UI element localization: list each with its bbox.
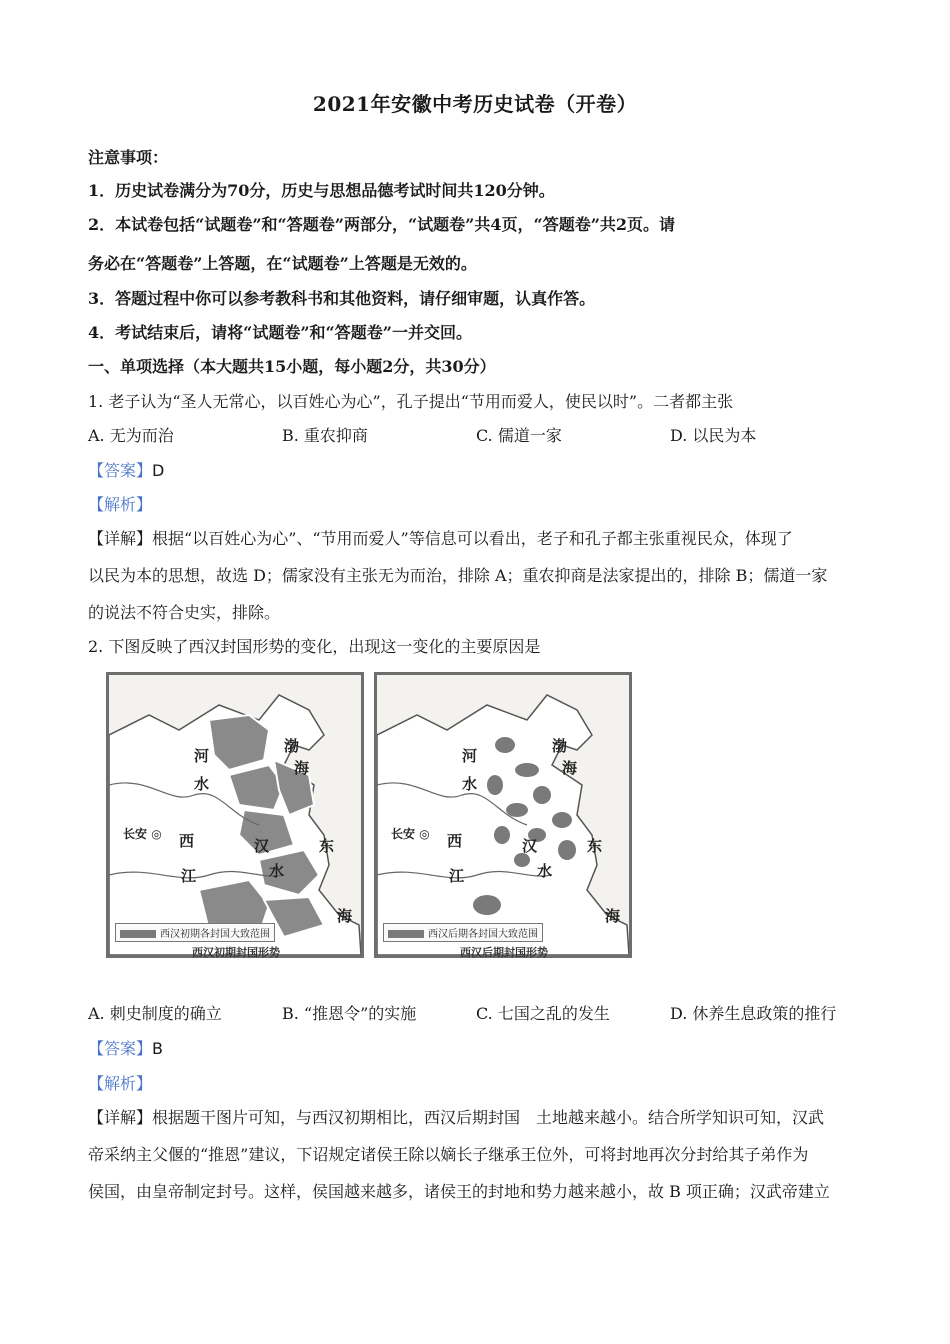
notice-item-2-cont: 务必在“答题卷”上答题，在“试题卷”上答题是无效的。 bbox=[88, 254, 477, 273]
map-late-han bbox=[374, 672, 632, 958]
notice-item-4: 4．考试结束后，请将“试题卷”和“答题卷”一并交回。 bbox=[88, 323, 472, 342]
notice-item-3: 3．答题过程中你可以参考教科书和其他资料，请仔细审题，认真作答。 bbox=[88, 289, 596, 308]
map2-city-name: 长安 bbox=[391, 827, 416, 841]
q1-detail-text-1: 根据“以百姓心为心”、“节用而爱人”等信息可以看出，老子和孔子都主张重视民众，体现了 bbox=[152, 529, 793, 548]
map2-legend-text: 西汉后期各封国大致范围 bbox=[428, 929, 538, 940]
map1-city-name: 长安 bbox=[123, 827, 148, 841]
map1-label-shui2: 水 bbox=[269, 862, 285, 880]
q2-option-d: D. 休养生息政策的推行 bbox=[670, 1004, 837, 1023]
map2-label-he: 河 bbox=[462, 747, 478, 765]
q2-answer-tag: 【答案】 bbox=[88, 1039, 153, 1058]
page-title: 2021年安徽中考历史试卷（开卷） bbox=[312, 92, 638, 116]
q1-analysis-tag: 【解析】 bbox=[88, 495, 153, 514]
q2-option-b: B. “推恩令”的实施 bbox=[282, 1004, 417, 1023]
map2-label-shui2: 水 bbox=[537, 862, 553, 880]
q1-detail-line-2: 以民为本的思想，故选 D；儒家没有主张无为而治，排除 A；重农抑商是法家提出的，排除 B；儒道一家 bbox=[88, 566, 828, 585]
map2-label-xi: 西 bbox=[447, 832, 463, 850]
q1-answer-tag: 【答案】 bbox=[88, 461, 153, 480]
map2-label-han: 汉 bbox=[522, 837, 538, 855]
q1-detail-line-1 bbox=[88, 526, 793, 549]
map2-label-jiang: 江 bbox=[449, 867, 465, 885]
map1-label-shui: 水 bbox=[194, 775, 210, 793]
map-early-han-drawing bbox=[109, 675, 361, 955]
map1-city-changan bbox=[123, 825, 162, 842]
q2-detail-text-1: 根据题干图片可知，与西汉初期相比，西汉后期封国 土地越来越小。结合所学知识可知，汉武 bbox=[152, 1108, 825, 1127]
map-early-han bbox=[106, 672, 364, 958]
notice-item-2: 2．本试卷包括“试题卷”和“答题卷”两部分，“试题卷”共4页，“答题卷”共2页。请 bbox=[88, 215, 676, 234]
map2-label-bo: 渤 bbox=[552, 737, 568, 755]
map1-label-xi: 西 bbox=[179, 832, 195, 850]
map1-label-hai: 海 bbox=[294, 759, 310, 777]
legend-swatch-icon bbox=[120, 930, 156, 938]
map2-label-hai: 海 bbox=[562, 759, 578, 777]
q2-answer: B bbox=[152, 1039, 163, 1058]
map1-label-jiang: 江 bbox=[181, 867, 197, 885]
map-late-han-drawing bbox=[377, 675, 629, 955]
notice-item-1: 1．历史试卷满分为70分，历史与思想品德考试时间共120分钟。 bbox=[88, 181, 555, 200]
notice-heading: 注意事项： bbox=[88, 148, 169, 167]
q1-option-d: D. 以民为本 bbox=[670, 426, 757, 445]
q2-answer-line bbox=[88, 1036, 163, 1059]
map1-label-hai2: 海 bbox=[337, 907, 353, 925]
q1-option-b: B. 重农抑商 bbox=[282, 426, 368, 445]
q2-detail-line-2: 帝采纳主父偃的“推恩”建议，下诏规定诸侯王除以嫡长子继承王位外，可将封地再次分封给其子弟作为 bbox=[88, 1145, 809, 1164]
map2-city-changan bbox=[391, 825, 430, 842]
map1-legend bbox=[115, 923, 275, 942]
city-marker-icon: ◎ bbox=[151, 827, 162, 841]
q2-maps-figure bbox=[96, 668, 632, 964]
map1-label-han: 汉 bbox=[254, 837, 270, 855]
city-marker-icon: ◎ bbox=[419, 827, 430, 841]
map2-label-shui: 水 bbox=[462, 775, 478, 793]
q1-stem: 1. 老子认为“圣人无常心，以百姓心为心”，孔子提出“节用而爱人，使民以时”。二者都主张 bbox=[88, 392, 734, 411]
map2-label-hai2: 海 bbox=[605, 907, 621, 925]
map1-label-bo: 渤 bbox=[284, 737, 300, 755]
q1-answer-line bbox=[88, 458, 164, 481]
legend-swatch-icon bbox=[388, 930, 424, 938]
map1-label-dong: 东 bbox=[319, 837, 335, 855]
map1-caption: 西汉初期封国形势 bbox=[192, 946, 280, 959]
q2-detail-line-1 bbox=[88, 1105, 824, 1128]
map2-label-dong: 东 bbox=[587, 837, 603, 855]
q2-analysis-tag: 【解析】 bbox=[88, 1074, 153, 1093]
q2-detail-tag: 【详解】 bbox=[88, 1108, 153, 1127]
q2-option-a: A. 刺史制度的确立 bbox=[88, 1004, 222, 1023]
map1-legend-text: 西汉初期各封国大致范围 bbox=[160, 929, 270, 940]
q1-option-c: C. 儒道一家 bbox=[476, 426, 562, 445]
q2-stem: 2. 下图反映了西汉封国形势的变化，出现这一变化的主要原因是 bbox=[88, 637, 541, 656]
section-heading: 一、单项选择（本大题共15小题，每小题2分，共30分） bbox=[88, 357, 496, 376]
map2-caption: 西汉后期封国形势 bbox=[460, 946, 548, 959]
q2-option-c: C. 七国之乱的发生 bbox=[476, 1004, 610, 1023]
q1-detail-tag: 【详解】 bbox=[88, 529, 153, 548]
map2-legend bbox=[383, 923, 543, 942]
q1-detail-line-3: 的说法不符合史实，排除。 bbox=[88, 603, 281, 622]
q1-answer: D bbox=[152, 461, 165, 480]
q2-detail-line-3: 侯国，由皇帝制定封号。这样，侯国越来越多，诸侯王的封地和势力越来越小，故 B 项正确；汉武帝建立 bbox=[88, 1182, 830, 1201]
map1-label-he: 河 bbox=[194, 747, 210, 765]
q1-option-a: A. 无为而治 bbox=[88, 426, 174, 445]
